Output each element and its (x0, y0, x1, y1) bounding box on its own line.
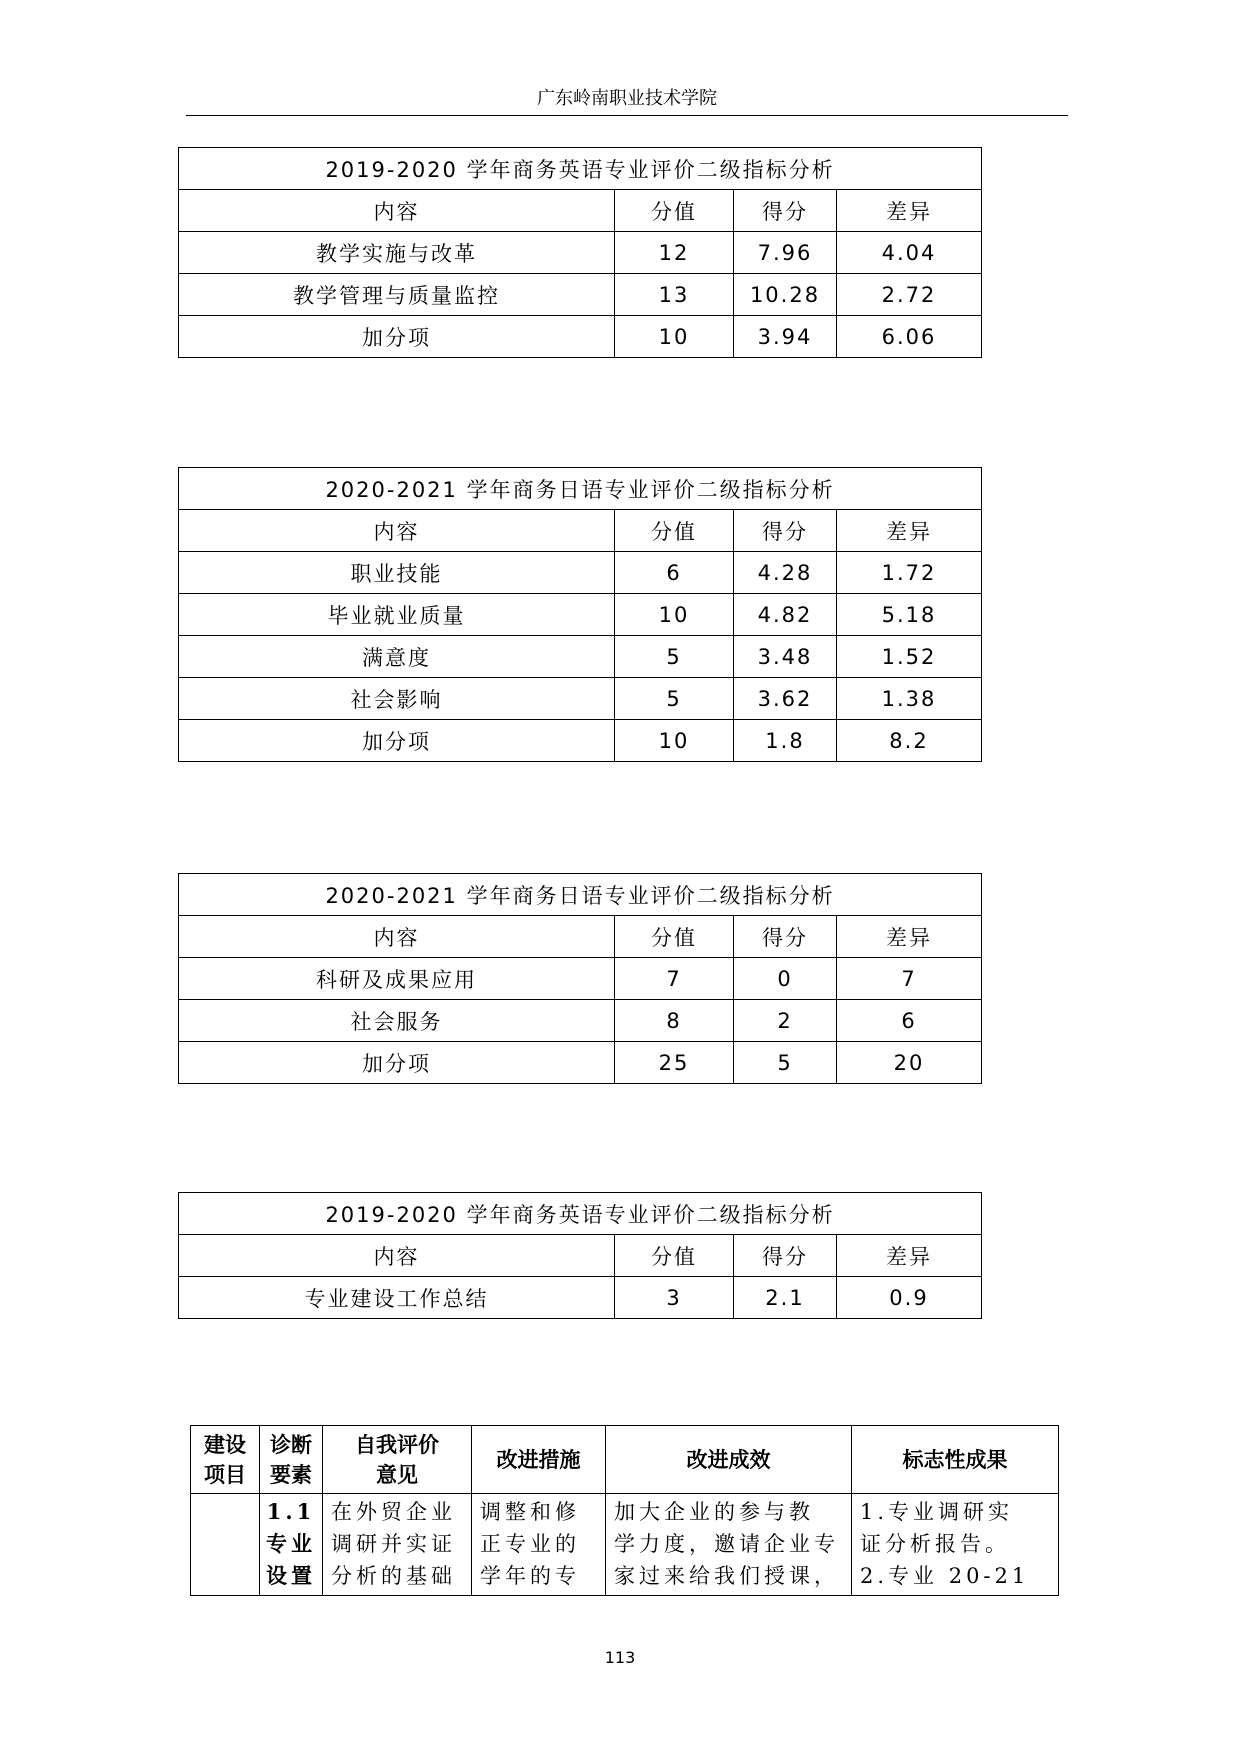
cell-element (260, 1494, 323, 1596)
col-header-score: 得分 (734, 916, 837, 958)
row-score: 2.1 (734, 1277, 837, 1319)
score-table-2 (178, 467, 982, 762)
row-difference: 7 (837, 958, 982, 1000)
cell-line: 学年的专 (480, 1564, 580, 1588)
table-header-row (179, 510, 982, 552)
col-header-points: 分值 (615, 1235, 734, 1277)
header-improvement-effect: 改进成效 (606, 1426, 852, 1494)
row-points: 6 (615, 552, 734, 594)
header-landmark-achievements: 标志性成果 (852, 1426, 1059, 1494)
row-difference: 1.38 (837, 678, 982, 720)
header-line: 诊断 (270, 1431, 312, 1457)
table-header-row (179, 1235, 982, 1277)
row-item: 满意度 (179, 636, 615, 678)
header-line: 项目 (204, 1461, 246, 1487)
table-title: 2019-2020 学年商务英语专业评价二级指标分析 (179, 148, 982, 190)
header-diagnostic-element (260, 1426, 323, 1494)
row-item: 毕业就业质量 (179, 594, 615, 636)
table-row (179, 636, 982, 678)
row-points: 10 (615, 316, 734, 358)
row-score: 1.8 (734, 720, 837, 762)
header-line: 要素 (270, 1461, 312, 1487)
cell-line: 2.专业 20-21 (860, 1564, 1030, 1588)
col-header-points: 分值 (615, 916, 734, 958)
table-row (179, 1042, 982, 1084)
table-row (179, 274, 982, 316)
row-difference: 1.72 (837, 552, 982, 594)
row-item: 专业建设工作总结 (179, 1277, 615, 1319)
row-item: 社会服务 (179, 1000, 615, 1042)
row-score: 3.94 (734, 316, 837, 358)
row-difference: 6 (837, 1000, 982, 1042)
cell-line: 1.1 (266, 1499, 316, 1524)
table-row (179, 678, 982, 720)
cell-line: 调研并实证 (331, 1532, 456, 1556)
row-difference: 6.06 (837, 316, 982, 358)
eval-header-row (191, 1426, 1059, 1494)
row-difference: 1.52 (837, 636, 982, 678)
cell-line: 分析的基础 (331, 1564, 456, 1588)
col-header-content: 内容 (179, 190, 615, 232)
row-points: 3 (615, 1277, 734, 1319)
cell-line: 设置 (266, 1563, 316, 1588)
table-row (179, 1000, 982, 1042)
header-line: 建设 (204, 1431, 246, 1457)
cell-line: 家过来给我们授课， (614, 1564, 839, 1588)
row-score: 10.28 (734, 274, 837, 316)
col-header-score: 得分 (734, 510, 837, 552)
header-self-evaluation (323, 1426, 472, 1494)
cell-line: 在外贸企业 (331, 1500, 456, 1524)
row-difference: 5.18 (837, 594, 982, 636)
table-row (179, 552, 982, 594)
cell-achievements (852, 1494, 1059, 1596)
row-difference: 4.04 (837, 232, 982, 274)
cell-line: 专业 (266, 1531, 316, 1556)
row-points: 8 (615, 1000, 734, 1042)
score-table-4 (178, 1192, 982, 1319)
row-score: 4.82 (734, 594, 837, 636)
cell-line: 1.专业调研实 (860, 1500, 1014, 1524)
table-title: 2020-2021 学年商务日语专业评价二级指标分析 (179, 468, 982, 510)
row-item: 教学管理与质量监控 (179, 274, 615, 316)
row-item: 加分项 (179, 316, 615, 358)
header-line: 自我评价 (355, 1431, 439, 1457)
row-item: 加分项 (179, 720, 615, 762)
row-score: 7.96 (734, 232, 837, 274)
col-header-score: 得分 (734, 1235, 837, 1277)
row-item: 教学实施与改革 (179, 232, 615, 274)
row-points: 7 (615, 958, 734, 1000)
cell-opinion (323, 1494, 472, 1596)
col-header-difference: 差异 (837, 916, 982, 958)
header-rule (186, 115, 1068, 116)
col-header-score: 得分 (734, 190, 837, 232)
table-row (179, 958, 982, 1000)
cell-line: 加大企业的参与教 (614, 1500, 814, 1524)
score-table-1 (178, 147, 982, 358)
cell-line: 证分析报告。 (860, 1532, 1010, 1556)
header-construction-project (191, 1426, 260, 1494)
table-title: 2020-2021 学年商务日语专业评价二级指标分析 (179, 874, 982, 916)
table-header-row (179, 190, 982, 232)
row-points: 10 (615, 720, 734, 762)
cell-project (191, 1494, 260, 1596)
row-difference: 20 (837, 1042, 982, 1084)
col-header-points: 分值 (615, 510, 734, 552)
row-points: 10 (615, 594, 734, 636)
header-line: 意见 (376, 1461, 418, 1487)
row-score: 4.28 (734, 552, 837, 594)
table-row (179, 316, 982, 358)
col-header-difference: 差异 (837, 190, 982, 232)
cell-measures (472, 1494, 606, 1596)
cell-line: 调整和修 (480, 1500, 580, 1524)
score-table-3 (178, 873, 982, 1084)
row-points: 5 (615, 678, 734, 720)
row-points: 12 (615, 232, 734, 274)
col-header-difference: 差异 (837, 1235, 982, 1277)
row-points: 13 (615, 274, 734, 316)
row-score: 3.48 (734, 636, 837, 678)
page-header-title: 广东岭南职业技术学院 (537, 88, 717, 109)
cell-effect (606, 1494, 852, 1596)
table-row (179, 720, 982, 762)
table-row (179, 594, 982, 636)
col-header-content: 内容 (179, 1235, 615, 1277)
row-score: 2 (734, 1000, 837, 1042)
eval-row (191, 1494, 1059, 1596)
col-header-difference: 差异 (837, 510, 982, 552)
col-header-content: 内容 (179, 916, 615, 958)
row-score: 0 (734, 958, 837, 1000)
table-header-row (179, 916, 982, 958)
cell-line: 学力度，邀请企业专 (614, 1532, 839, 1556)
row-difference: 0.9 (837, 1277, 982, 1319)
row-points: 5 (615, 636, 734, 678)
row-difference: 8.2 (837, 720, 982, 762)
table-row (179, 1277, 982, 1319)
col-header-points: 分值 (615, 190, 734, 232)
row-score: 3.62 (734, 678, 837, 720)
row-item: 科研及成果应用 (179, 958, 615, 1000)
table-title: 2019-2020 学年商务英语专业评价二级指标分析 (179, 1193, 982, 1235)
row-item: 加分项 (179, 1042, 615, 1084)
row-score: 5 (734, 1042, 837, 1084)
row-item: 社会影响 (179, 678, 615, 720)
cell-line: 正专业的 (480, 1532, 580, 1556)
row-difference: 2.72 (837, 274, 982, 316)
page-number: 113 (604, 1648, 636, 1667)
self-evaluation-table (190, 1425, 1059, 1596)
row-item: 职业技能 (179, 552, 615, 594)
row-points: 25 (615, 1042, 734, 1084)
header-improvement-measures: 改进措施 (472, 1426, 606, 1494)
table-row (179, 232, 982, 274)
col-header-content: 内容 (179, 510, 615, 552)
